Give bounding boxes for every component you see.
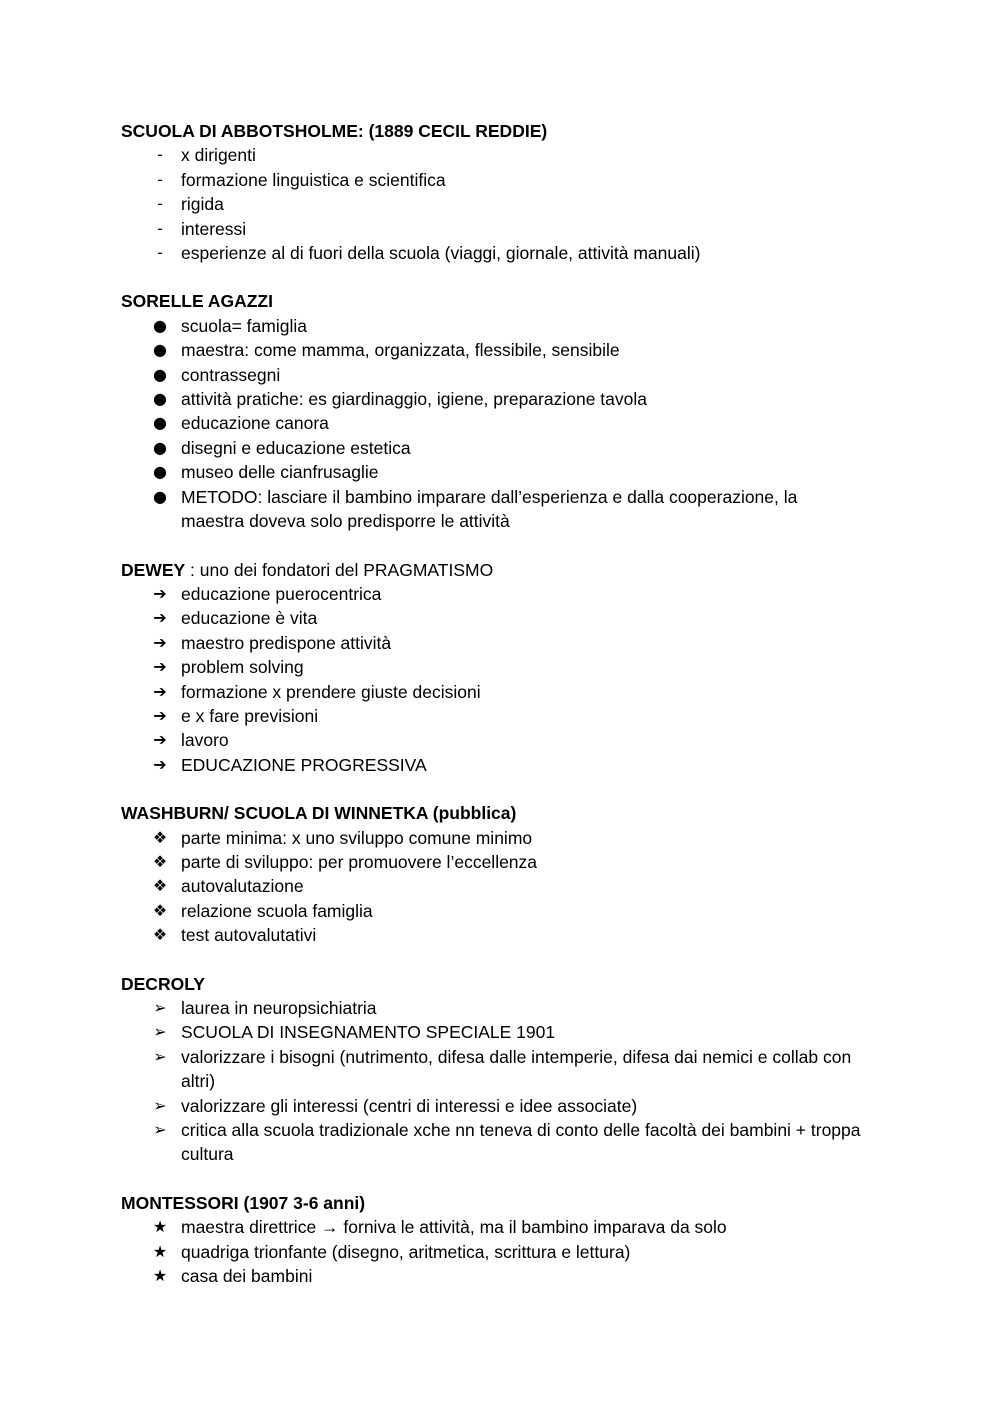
list-item: ➔ educazione è vita xyxy=(121,606,861,630)
list-item: ❖ relazione scuola famiglia xyxy=(121,899,861,923)
list-item: ● maestra: come mamma, organizzata, flessibile, sensibile xyxy=(121,338,861,362)
list-item: - formazione linguistica e scientifica xyxy=(121,168,861,192)
arrow-bullet-icon: ➔ xyxy=(153,583,167,603)
list-item: ● disegni e educazione estetica xyxy=(121,436,861,460)
arrow-bullet-icon: ➔ xyxy=(153,657,167,677)
list-item: - rigida xyxy=(121,192,861,216)
list-item: ➔ educazione puerocentrica xyxy=(121,582,861,606)
list-item: ❖ parte minima: x uno sviluppo comune minimo xyxy=(121,826,861,850)
arrow-bullet-icon: ➔ xyxy=(153,608,167,628)
diamond-bullet-icon: ❖ xyxy=(152,925,168,945)
arrowhead-bullet-icon: ➢ xyxy=(153,1022,167,1042)
bullet-list xyxy=(121,314,861,534)
section-heading: DECROLY xyxy=(121,973,205,994)
list-item: ● scuola= famiglia xyxy=(121,314,861,338)
bullet-list xyxy=(121,826,861,948)
section-heading: WASHBURN/ SCUOLA DI WINNETKA (pubblica) xyxy=(121,803,517,824)
list-item: - interessi xyxy=(121,217,861,241)
disc-bullet-icon: ● xyxy=(153,340,167,360)
list-item: ➔ maestro predispone attività xyxy=(121,631,861,655)
bullet-list xyxy=(121,582,861,777)
disc-bullet-icon: ● xyxy=(153,315,167,335)
list-item: ● METODO: lasciare il bambino imparare dall’esperienza e dalla cooperazione, la maestra doveva solo predisporre le attività xyxy=(121,485,861,534)
disc-bullet-icon: ● xyxy=(153,462,167,482)
section-dewey xyxy=(121,558,861,778)
section-abbotsholme xyxy=(121,119,861,265)
list-item: ★ casa dei bambini xyxy=(121,1264,861,1288)
list-item: ➢ SCUOLA DI INSEGNAMENTO SPECIALE 1901 xyxy=(121,1020,861,1044)
list-item: ● museo delle cianfrusaglie xyxy=(121,460,861,484)
list-item: ➔ lavoro xyxy=(121,728,861,752)
list-item: ❖ test autovalutativi xyxy=(121,923,861,947)
list-item: ★ quadriga trionfante (disegno, aritmetica, scrittura e lettura) xyxy=(121,1240,861,1264)
arrowhead-bullet-icon: ➢ xyxy=(153,1046,167,1066)
diamond-bullet-icon: ❖ xyxy=(152,900,168,920)
disc-bullet-icon: ● xyxy=(153,364,167,384)
bullet-list xyxy=(121,143,861,265)
diamond-bullet-icon: ❖ xyxy=(152,827,168,847)
list-item: ● attività pratiche: es giardinaggio, igiene, preparazione tavola xyxy=(121,387,861,411)
section-heading-subtitle: : uno dei fondatori del PRAGMATISMO xyxy=(185,559,494,580)
star-bullet-icon: ★ xyxy=(152,1266,168,1286)
list-item: ➢ valorizzare i bisogni (nutrimento, difesa dalle intemperie, difesa dai nemici e collab con altri) xyxy=(121,1045,861,1094)
section-montessori xyxy=(121,1191,861,1289)
star-bullet-icon: ★ xyxy=(152,1217,168,1237)
list-item: ➔ EDUCAZIONE PROGRESSIVA xyxy=(121,753,861,777)
list-item: ● contrassegni xyxy=(121,363,861,387)
disc-bullet-icon: ● xyxy=(153,389,167,409)
arrow-bullet-icon: ➔ xyxy=(153,681,167,701)
disc-bullet-icon: ● xyxy=(153,437,167,457)
dash-bullet-icon: - xyxy=(157,169,163,189)
list-item: ➢ critica alla scuola tradizionale xche nn teneva di conto delle facoltà dei bambini + troppa cultura xyxy=(121,1118,861,1167)
dash-bullet-icon: - xyxy=(157,243,163,263)
arrow-bullet-icon: ➔ xyxy=(153,632,167,652)
list-item: ➢ valorizzare gli interessi (centri di interessi e idee associate) xyxy=(121,1094,861,1118)
arrow-bullet-icon: ➔ xyxy=(153,730,167,750)
section-washburn xyxy=(121,801,861,947)
list-item: ❖ autovalutazione xyxy=(121,874,861,898)
disc-bullet-icon: ● xyxy=(153,413,167,433)
arrowhead-bullet-icon: ➢ xyxy=(153,1095,167,1115)
disc-bullet-icon: ● xyxy=(153,486,167,506)
bullet-list xyxy=(121,1215,861,1288)
dash-bullet-icon: - xyxy=(157,218,163,238)
list-item: - esperienze al di fuori della scuola (viaggi, giornale, attività manuali) xyxy=(121,241,861,265)
arrowhead-bullet-icon: ➢ xyxy=(153,1120,167,1140)
list-item: - x dirigenti xyxy=(121,143,861,167)
bullet-list xyxy=(121,996,861,1167)
section-heading: SORELLE AGAZZI xyxy=(121,291,273,312)
section-heading: DEWEY : uno dei fondatori del PRAGMATISMO xyxy=(121,559,494,580)
list-item: ❖ parte di sviluppo: per promuovere l’eccellenza xyxy=(121,850,861,874)
document-page xyxy=(121,119,861,1312)
diamond-bullet-icon: ❖ xyxy=(152,851,168,871)
star-bullet-icon: ★ xyxy=(152,1241,168,1261)
list-item: ➔ problem solving xyxy=(121,655,861,679)
section-agazzi xyxy=(121,289,861,533)
arrowhead-bullet-icon: ➢ xyxy=(153,998,167,1017)
list-item: ● educazione canora xyxy=(121,411,861,435)
section-decroly xyxy=(121,972,861,1167)
arrow-bullet-icon: ➔ xyxy=(153,754,167,774)
list-item: ➔ formazione x prendere giuste decisioni xyxy=(121,680,861,704)
dash-bullet-icon: - xyxy=(157,194,163,214)
list-item: ★ maestra direttrice → forniva le attività, ma il bambino imparava da solo xyxy=(121,1215,861,1239)
list-item: ➔ e x fare previsioni xyxy=(121,704,861,728)
section-heading: SCUOLA DI ABBOTSHOLME: (1889 CECIL REDDIE) xyxy=(121,121,548,141)
dash-bullet-icon: - xyxy=(157,145,163,165)
list-item: ➢ laurea in neuropsichiatria xyxy=(121,996,861,1020)
section-heading: MONTESSORI (1907 3-6 anni) xyxy=(121,1192,366,1213)
arrow-bullet-icon: ➔ xyxy=(153,705,167,725)
diamond-bullet-icon: ❖ xyxy=(152,876,168,896)
